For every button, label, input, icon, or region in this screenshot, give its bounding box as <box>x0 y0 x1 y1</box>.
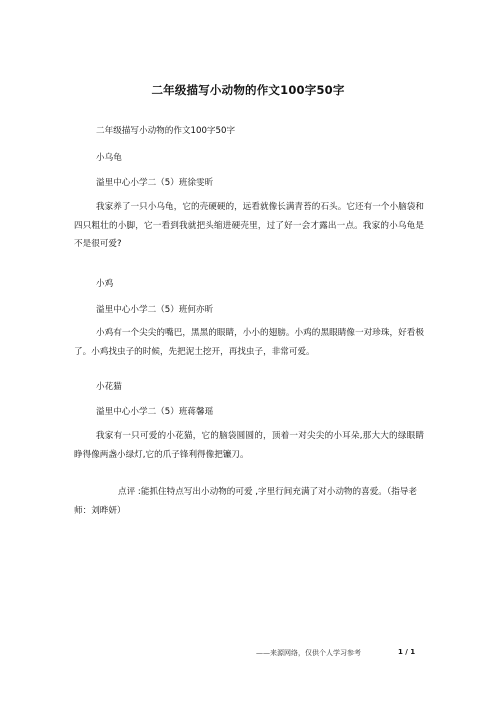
section-body-chick: 小鸡有一个尖尖的嘴巴，黑黑的眼睛，小小的翅膀。小鸡的黑眼睛像一对珍珠，好看极了。小鸡找虫子的时候，先把泥土挖开，再找虫子，非常可爱。 <box>74 328 424 357</box>
section-body-cat: 我家有一只可爱的小花猫，它的脑袋圆圆的，顶着一对尖尖的小耳朵,那大大的绿眼睛睁得像两盏小绿灯,它的爪子锋利得像把镰刀。 <box>74 431 424 460</box>
section-author-cat: 溢里中心小学二（5）班蒋馨瑶 <box>96 407 214 417</box>
document-subtitle: 二年级描写小动物的作文100字50字 <box>96 126 236 136</box>
document-title: 二年级描写小动物的作文100字50字 <box>151 83 345 97</box>
teacher-comment: 点评 :能抓住特点写出小动物的可爱 ,字里行间充满了对小动物的喜爱。（指导老师：刘晔妍） <box>74 487 417 516</box>
section-author-turtle: 溢里中心小学二（5）班徐雯昕 <box>96 178 214 188</box>
section-body-turtle: 我家养了一只小乌龟，它的壳硬硬的，远看就像长满青苔的石头。它还有一个小脑袋和四只粗壮的小脚，它一看到我就把头缩进硬壳里，过了好一会才露出一点。我家的小乌龟是不是很可爱? <box>74 202 424 249</box>
source-footer: ——来源网络，仅供个人学习参考 <box>256 649 361 657</box>
section-author-chick: 溢里中心小学二（5）班何亦昕 <box>96 305 214 315</box>
page-indicator: 1 / 1 <box>398 648 416 656</box>
section-heading-chick: 小鸡 <box>96 279 114 289</box>
section-heading-turtle: 小乌龟 <box>96 153 122 163</box>
section-heading-cat: 小花猫 <box>96 382 122 392</box>
